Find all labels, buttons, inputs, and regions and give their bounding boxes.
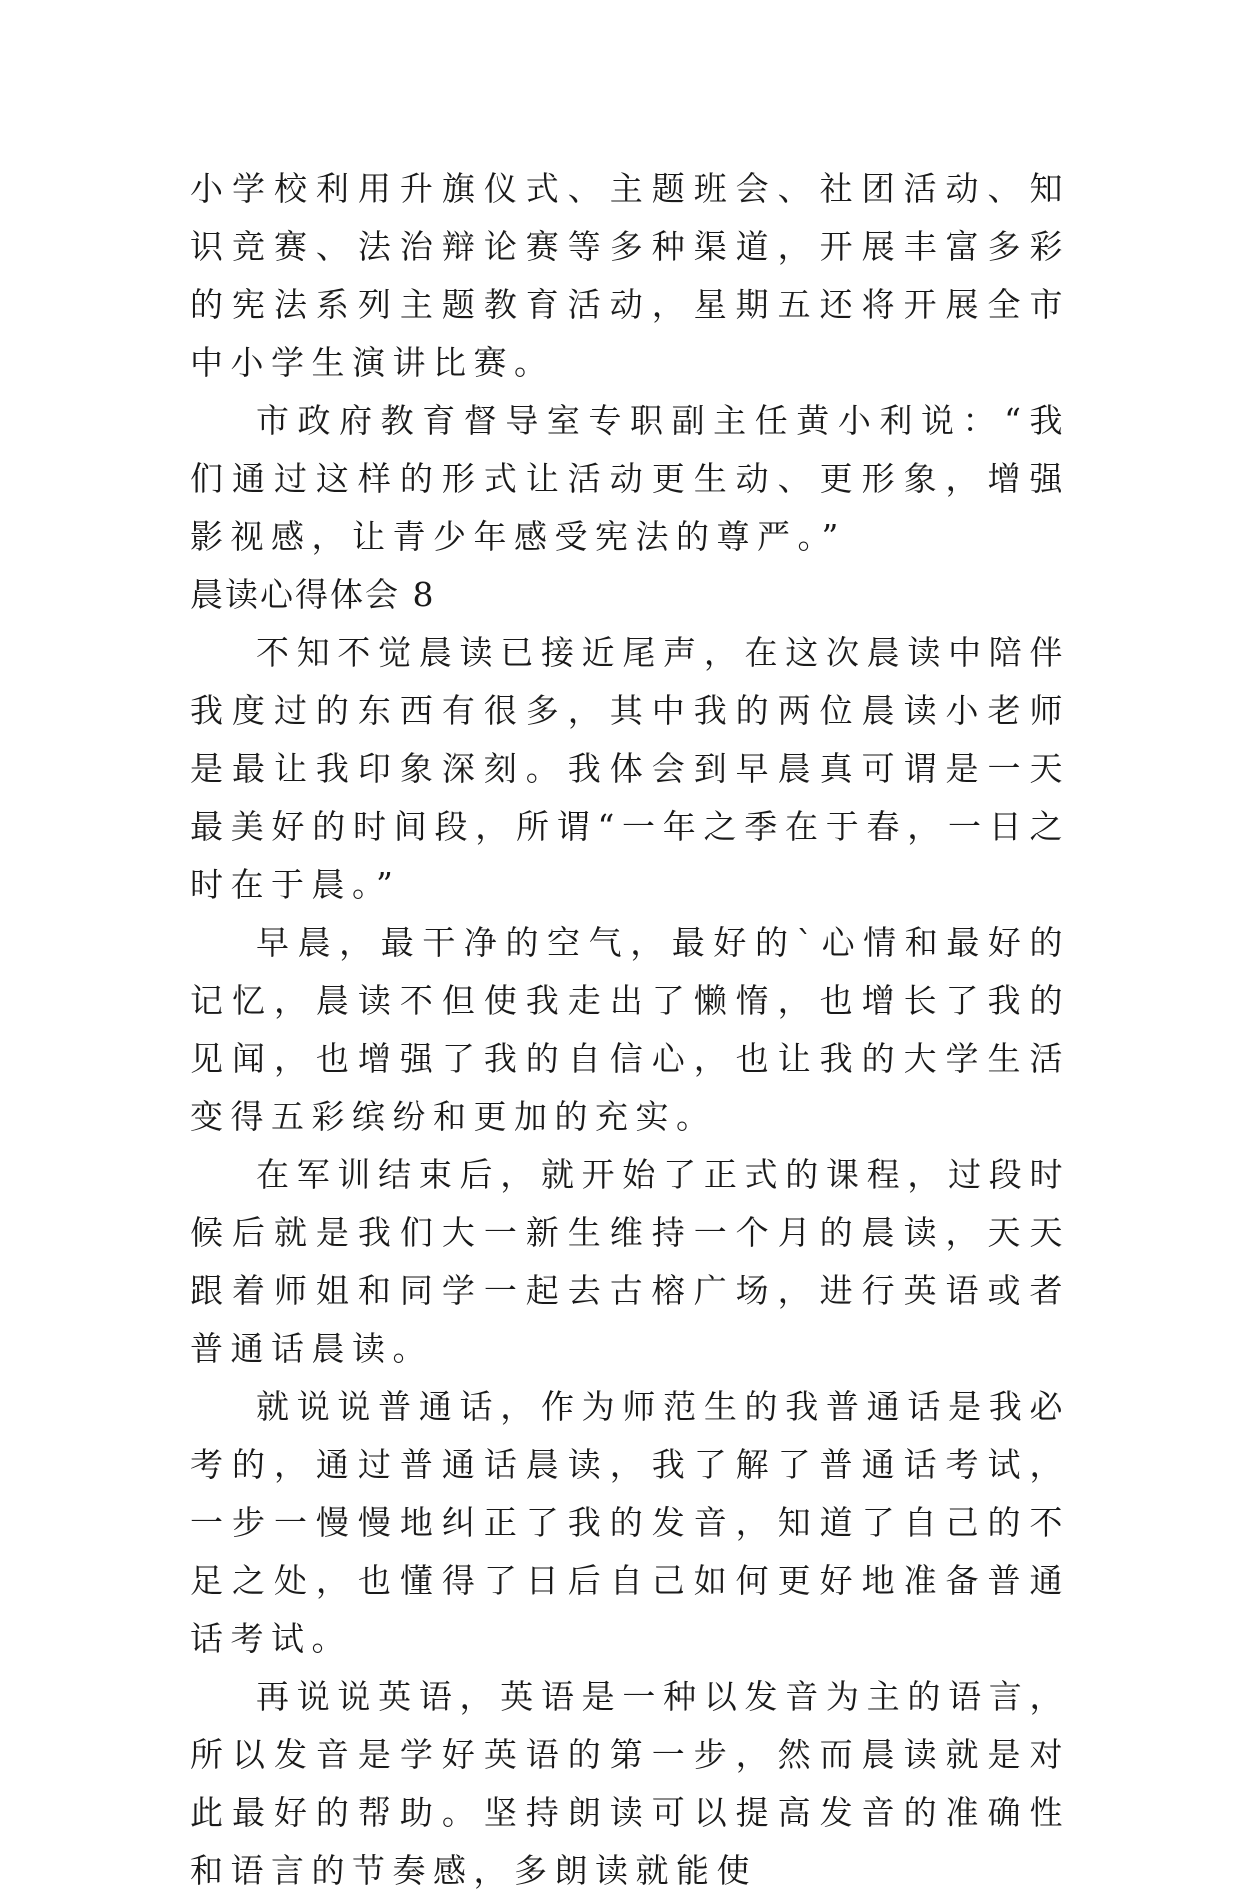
paragraph: 在军训结束后，就开始了正式的课程，过段时候后就是我们大一新生维持一个月的晨读，天天跟着师姐和同学一起去古榕广场，进行英语或者普通话晨读。 [190, 1155, 1070, 1368]
paragraph-quote: 市政府教育督导室专职副主任黄小利说：“我们通过这样的形式让活动更生动、更形象，增强影视感，让青少年感受宪法的尊严。” [190, 401, 1070, 556]
paragraph: 就说说普通话，作为师范生的我普通话是我必考的，通过普通话晨读，我了解了普通话考试，一步一慢慢地纠正了我的发音，知道了自己的不足之处，也懂得了日后自己如何更好地准备普通话考试。 [190, 1387, 1070, 1658]
paragraph: 早晨，最干净的空气，最好的`心情和最好的记忆，晨读不但使我走出了懒惰，也增长了我的见闻，也增强了我的自信心，也让我的大学生活变得五彩缤纷和更加的充实。 [190, 923, 1070, 1136]
paragraph: 不知不觉晨读已接近尾声，在这次晨读中陪伴我度过的东西有很多，其中我的两位晨读小老师是最让我印象深刻。我体会到早晨真可谓是一天最美好的时间段，所谓“一年之季在于春，一日之时在于晨。” [190, 633, 1070, 904]
paragraph: 再说说英语，英语是一种以发音为主的语言，所以发音是学好英语的第一步，然而晨读就是对此最好的帮助。坚持朗读可以提高发音的准确性和语言的节奏感，多朗读就能使 [190, 1677, 1070, 1890]
section-heading: 晨读心得体会 8 [190, 575, 436, 614]
paragraph-continuation: 小学校利用升旗仪式、主题班会、社团活动、知识竞赛、法治辩论赛等多种渠道，开展丰富多彩的宪法系列主题教育活动，星期五还将开展全市中小学生演讲比赛。 [190, 169, 1070, 382]
document-body [190, 160, 1070, 1900]
